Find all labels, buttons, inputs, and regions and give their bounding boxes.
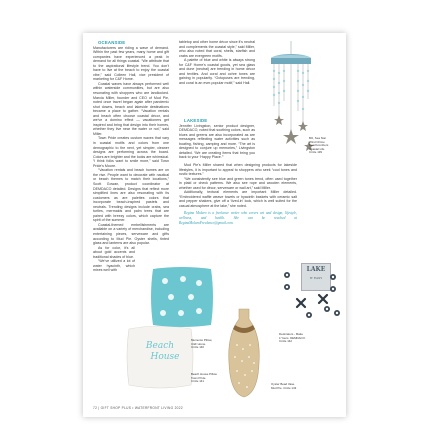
decorations-image [279, 267, 341, 323]
caption-line: it Yours. DEMDACO. [279, 335, 306, 340]
paragraph: As for color, it’s all about gold accents and traditional shades of blue. [93, 245, 135, 259]
paragraph: tabletop and other home décor since it’s neutral and complements the coastal style,” said Miller, who also noted that coral, shells, starfish and crabs are evergreen motifs. [179, 40, 255, 58]
pillow-text-line: Beach [145, 341, 175, 351]
caption-beach-house-pillow [191, 373, 227, 384]
paragraph: Coastal waves have always performed well within waterside communities, but are also resonating with shoppers who are landlocked. Marcia Miller, founder and CEO of Mud Pie, noted once travel began again after pandemic shut downs, beach and lakeside destinations became a place to gather. “Vacation rentals and beach often choose coastal décor, and we’ve a domino effect — vacationers get inspired and bring that design into their homes, whether they live near the water or not,” said Miller. [93, 81, 169, 136]
caption-line: Beachcombers [309, 143, 329, 147]
paragraph: Mud Pie’s Miller shared that when designing products for lakeside lifestyles, it is important to appeal to shoppers who seek “cool tones and rustic textures.” [179, 163, 297, 177]
caption-line: Dedorators - Make [279, 332, 303, 336]
memento-pillow-image [149, 265, 215, 329]
caption-line: Town Pride. [191, 375, 207, 380]
caption-line: Memento Pillow, [191, 338, 213, 342]
caption-memento-pillow [191, 339, 227, 350]
article-column-1 [93, 41, 169, 273]
paragraph: Jennifer Livingston, senior product designer, DEMDACO, noted that soothing colors, such as blues and greens are also incorporated as are messages reflecting water activities such as boating, fishing, camping and more. “The art is designed to conjure up memories,” Livingston detailed. “We are creating items that bring you back to your ‘Happy Place.’” [179, 123, 255, 160]
caption-decorations [279, 333, 319, 344]
paragraph: Town Pride creates custom waves that vary in coastal motifs and colors from one demographic to the next, yet simpler, cleaner designs are performing across the board. Colors are brighter and the looks are whimsical. “I think folks want to smile more,” said Town Pride’s Moore. [93, 136, 169, 168]
paragraph: “Vacation rentals and beach homes are on the rise. People want to decorate with nautical or beach themes to match their locations,” Scott Gowan, product coordinator at DEMDACO detailed. Designs that reflect more simplified lines are also resonating with its customers as are palettes colors that incorporate beach-inspired pastels and neutrals. Trending designs include crabs, sea turtles, mermaids and palm trees that are paired with breezy colors, which capture the spirit of the summer. [93, 168, 169, 223]
section-heading-lakeside: LAKESIDE [184, 118, 208, 123]
caption-line: Oyster Bead Vase. [271, 382, 296, 386]
caption-oyster-vase [271, 383, 311, 390]
article-column-2-lakeside [179, 119, 255, 160]
caption-line: Wind Chime [309, 139, 325, 144]
page-footer: 72 | GIFT SHOP PLUS • WATERFRONT LIVING 2022 [93, 406, 183, 410]
caption-line: Circle 140 [191, 345, 205, 349]
paragraph: A palette of blue and white is always strong for C&F Home’s coastal goods, yet sea glass and dune (neutral) are trending in home décor and textiles. And coral and ochre tones are gaining in popularity. “Octopuses are trending, and coral is an ever-popular motif,” said Hall. [179, 58, 255, 85]
lake-sign-text: LAKE [306, 266, 326, 273]
caption-line: Circle 141 [191, 379, 205, 383]
paragraph: “We’ve utilized a lot of water hyacinth, which mixes well with [93, 259, 135, 273]
oyster-vase-image [223, 305, 265, 401]
paragraph: “We consistently see blue and green tones trend, often used together in plaid or check patterns. We also see rope and wooden elements, whether used for décor, serveware or wall art,” said Miller. [179, 176, 297, 190]
lake-sign-text: IT EASY [309, 276, 323, 280]
pillow-text-line: House [150, 352, 180, 362]
paragraph: Additionally, textural elements are important Miller detailed. “Embroidered waffle weave towels or hyacinth baskets with ceramic salt and pepper shakers, give off a ‘lived-in’ look, which is well suited for the casual atmosphere at the lake,” she noted. [179, 190, 297, 208]
caption-line: Beach House Pillow. [191, 372, 218, 376]
section-heading-oceanside: OCEANSIDE [98, 40, 126, 45]
article-column-2 [179, 40, 255, 85]
caption-line: Circle 142 [279, 339, 293, 343]
caption-line: C&F Home. [191, 341, 207, 346]
caption-line: Mud Pie. Circle 143 [271, 385, 297, 390]
paragraph: Coastal-themed embellishments are available on a variety of merchandise, including entertaining pieces, serveware and gifts according to Mud Pie. Oyster shells, tinted glass and lanterns are also popular. [93, 222, 169, 246]
caption-line: BO, Sea Star [309, 136, 327, 140]
pillow-text [133, 341, 187, 363]
caption-wind-chime [309, 137, 343, 155]
author-byline: Regina Molaro is a freelance writer who covers art and design, lifestyle, wellness, and health. She can be reached at ReginaMolaroFreelance@gmail.com. [179, 211, 297, 225]
article-column-2-continued [179, 163, 297, 225]
magazine-page [83, 33, 346, 417]
caption-line: Circle 139 [309, 150, 323, 154]
paragraph: Manufacturers are riding a wave of demand. Within the past few years, many home and gift companies have experienced a peak in demand for all things coastal. “We attribute that to the aspirational lifestyle trend. You don’t have to live at the beach to enjoy the coastal vibe,” said Colleen Hall, vice president of marketing for C&F Home. [93, 45, 169, 82]
caption-line: Coastal Life. [309, 146, 326, 151]
